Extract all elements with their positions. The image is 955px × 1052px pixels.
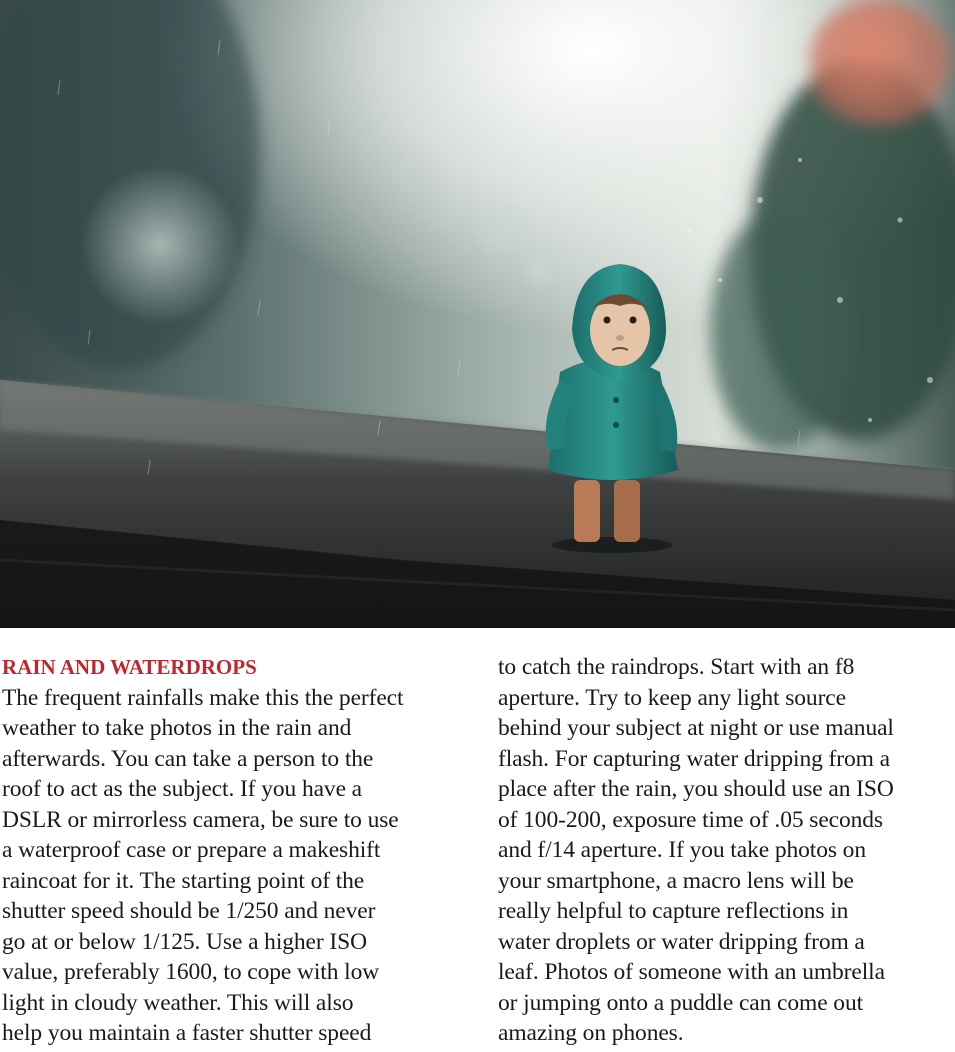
- body-line: place after the rain, you should use an ISO: [498, 776, 894, 802]
- article-column-left: [2, 652, 460, 1049]
- body-line: help you maintain a faster shutter speed: [2, 1020, 372, 1046]
- body-line: roof to act as the subject. If you have a: [2, 776, 363, 802]
- body-line: flash. For capturing water dripping from a: [498, 745, 890, 772]
- body-line: light in cloudy weather. This will also: [2, 989, 354, 1016]
- body-line: to catch the raindrops. Start with an f8: [498, 654, 855, 680]
- body-line: afterwards. You can take a person to the: [2, 745, 374, 772]
- body-line: shutter speed should be 1/250 and never: [2, 898, 376, 924]
- body-line: or jumping onto a puddle can come out: [498, 989, 864, 1016]
- body-line: your smartphone, a macro lens will be: [498, 867, 854, 894]
- body-line: go at or below 1/125. Use a higher ISO: [2, 928, 367, 955]
- body-line: a waterproof case or prepare a makeshift: [2, 837, 381, 863]
- article-heading: RAIN AND WATERDROPS: [2, 655, 257, 679]
- body-line: aperture. Try to keep any light source: [498, 684, 846, 711]
- body-line: value, preferably 1600, to cope with low: [2, 959, 380, 985]
- article-column-right: [498, 652, 955, 1049]
- article: [0, 652, 955, 1052]
- body-line: amazing on phones.: [498, 1020, 684, 1046]
- body-line: weather to take photos in the rain and: [2, 715, 352, 741]
- body-line: water droplets or water dripping from a: [498, 928, 865, 955]
- body-line: DSLR or mirrorless camera, be sure to use: [2, 806, 399, 833]
- body-line: really helpful to capture reflections in: [498, 898, 849, 924]
- body-line: of 100-200, exposure time of .05 seconds: [498, 806, 883, 833]
- body-line: and f/14 aperture. If you take photos on: [498, 837, 866, 863]
- body-line: leaf. Photos of someone with an umbrella: [498, 959, 885, 985]
- body-line: behind your subject at night or use manual: [498, 715, 894, 741]
- body-line: raincoat for it. The starting point of the: [2, 867, 365, 894]
- body-line: The frequent rainfalls make this the perfect: [2, 684, 404, 711]
